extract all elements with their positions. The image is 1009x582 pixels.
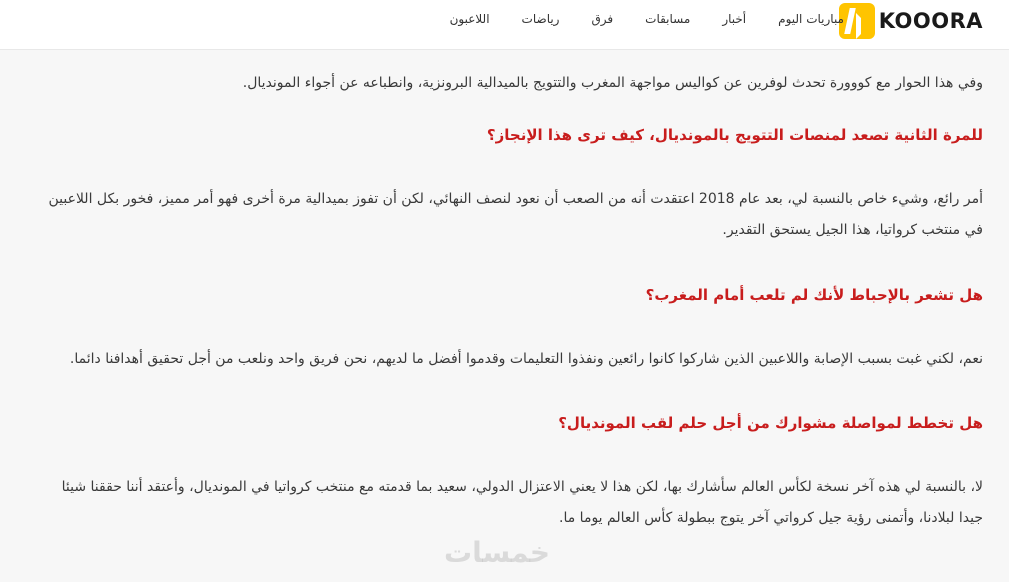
khamsat-watermark: خمسات bbox=[444, 536, 551, 569]
nav-item-competitions[interactable]: مسابقات bbox=[645, 12, 691, 26]
nav-item-today-matches[interactable]: مباريات اليوم bbox=[778, 12, 844, 26]
answer-1: أمر رائع، وشيء خاص بالنسبة لي، بعد عام 2018 اعتقدت أنه من الصعب أن نعود لنصف النهائي، لكن أن تفوز بميدالية مرة أخرى فهو أمر مميز، فخور بكل اللاعبين في منتخب كرواتيا، هذا الجيل يستحق التقدير. bbox=[48, 191, 983, 238]
question-2: هل تشعر بالإحباط لأنك لم تلعب أمام المغرب؟ bbox=[645, 286, 983, 304]
question-1: للمرة الثانية تصعد لمنصات التتويج بالمونديال، كيف ترى هذا الإنجاز؟ bbox=[486, 126, 983, 144]
nav-item-sports[interactable]: رياضات bbox=[521, 12, 560, 26]
nav-item-news[interactable]: أخبار bbox=[722, 12, 747, 26]
main-nav bbox=[450, 12, 844, 26]
article-body bbox=[40, 49, 983, 534]
top-navbar bbox=[0, 0, 1009, 50]
answer-2: نعم، لكني غبت بسبب الإصابة واللاعبين الذين شاركوا كانوا رائعين ونفذوا التعليمات وقدموا أفضل ما لديهم، نحن فريق واحد ونلعب من أجل تحقيق أهدافنا دائما. bbox=[69, 351, 983, 367]
question-3: هل تخطط لمواصلة مشوارك من أجل حلم لقب المونديال؟ bbox=[558, 414, 983, 432]
logo-text: KOOORA bbox=[878, 9, 983, 33]
kooora-logo-icon bbox=[839, 3, 875, 39]
intro-paragraph: وفي هذا الحوار مع كووورة تحدث لوفرين عن كواليس مواجهة المغرب والتتويج بالميدالية البرونزية، وانطباعه عن أجواء المونديال. bbox=[242, 75, 983, 91]
answer-3: لا، بالنسبة لي هذه آخر نسخة لكأس العالم سأشارك بها، لكن هذا لا يعني الاعتزال الدولي، سعيد بما قدمته مع منتخب كرواتيا في المونديال، وأعتقد أننا حققنا شيئا جيدا لبلادنا، وأتمنى رؤية جيل كرواتي آخر يتوج ببطولة كأس العالم يوما ما. bbox=[61, 479, 983, 526]
kooora-logo[interactable] bbox=[839, 3, 983, 39]
nav-item-teams[interactable]: فرق bbox=[591, 12, 614, 26]
nav-item-players[interactable]: اللاعبون bbox=[449, 12, 490, 26]
